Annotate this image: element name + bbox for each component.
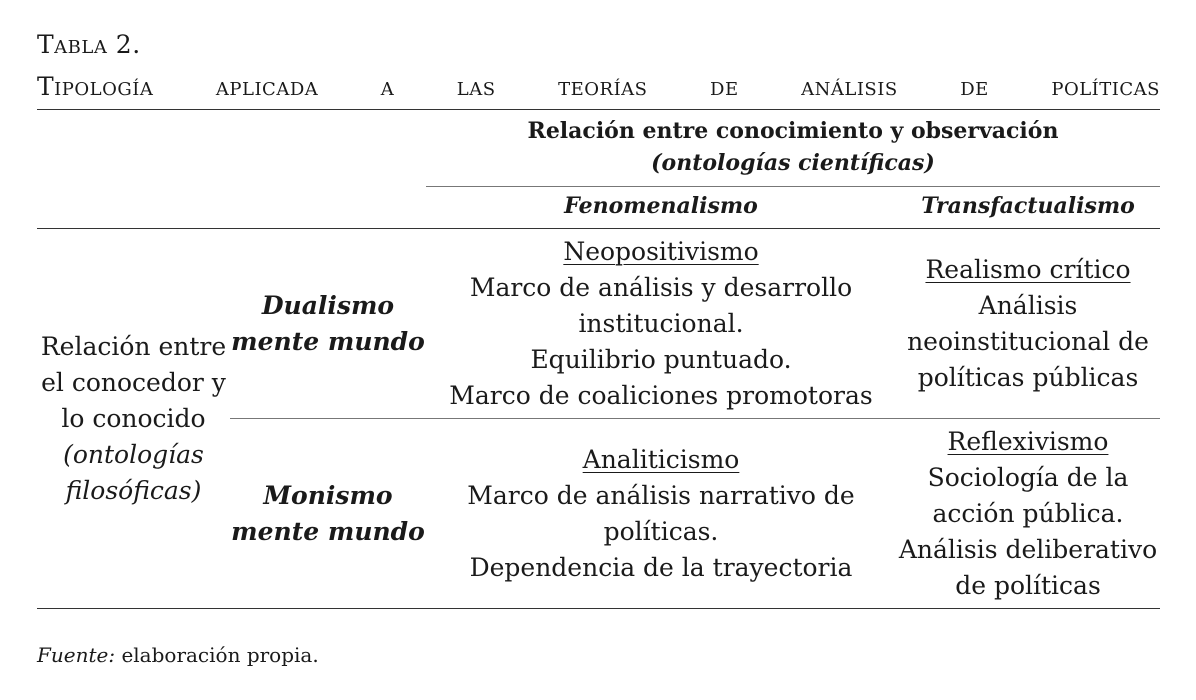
cell-line: institucional. xyxy=(578,308,744,338)
top-rule xyxy=(37,109,1160,110)
cell-line: políticas públicas xyxy=(917,362,1139,392)
cell-heading: Realismo crítico xyxy=(925,254,1131,284)
source-label: Fuente: xyxy=(37,643,116,667)
cell-heading: Reflexivismo xyxy=(947,426,1109,456)
row-group-line: lo conocido xyxy=(61,403,206,433)
source-text: elaboración propia. xyxy=(115,643,319,667)
title-word: políticas xyxy=(1051,72,1160,101)
cell-line: Marco de análisis narrativo de xyxy=(467,480,855,510)
table-source-note xyxy=(37,643,319,667)
row-group-line: filosóficas) xyxy=(65,475,202,505)
column-group-subtitle: (ontologías científicas) xyxy=(651,150,935,176)
column-header-transfactualismo: Transfactualismo xyxy=(921,193,1135,219)
cell-line: acción pública. xyxy=(932,498,1124,528)
bottom-rule xyxy=(37,608,1160,609)
cell-heading: Neopositivismo xyxy=(563,236,759,266)
cell-neopositivismo xyxy=(426,229,896,418)
column-header-fenomenalismo: Fenomenalismo xyxy=(564,193,758,219)
cell-line: Marco de análisis y desarrollo xyxy=(469,272,853,302)
row-label-line: Monismo xyxy=(263,480,393,510)
cell-line: Dependencia de la trayectoria xyxy=(469,552,853,582)
table-number: Tabla 2. xyxy=(37,30,141,59)
cell-line: Análisis xyxy=(978,290,1078,320)
cell-line: de políticas xyxy=(955,570,1101,600)
row-label-dualismo xyxy=(230,229,426,418)
row-label-monismo xyxy=(230,419,426,608)
title-word: teorías xyxy=(558,72,648,101)
row-group-header xyxy=(37,229,230,608)
title-word: de xyxy=(960,72,989,101)
cell-line: neoinstitucional de xyxy=(907,326,1149,356)
row-group-line: Relación entre xyxy=(40,331,227,361)
cell-analiticismo xyxy=(426,419,896,608)
row-group-line: (ontologías xyxy=(63,439,204,469)
cell-reflexivismo xyxy=(896,419,1160,608)
row-label-line: mente mundo xyxy=(231,516,425,546)
title-word: las xyxy=(456,72,496,101)
title-word: de xyxy=(710,72,739,101)
column-group-header xyxy=(426,115,1160,179)
cell-heading: Analiticismo xyxy=(582,444,740,474)
cell-line: Sociología de la xyxy=(927,462,1129,492)
row-label-line: mente mundo xyxy=(231,326,425,356)
title-word: Tipología xyxy=(37,72,154,101)
table-title xyxy=(37,72,1160,101)
title-word: a xyxy=(380,72,395,101)
column-group-title: Relación entre conocimiento y observación xyxy=(527,118,1059,144)
row-group-line: el conocedor y xyxy=(41,367,226,397)
cell-line: políticas. xyxy=(603,516,719,546)
cell-line: Análisis deliberativo xyxy=(898,534,1158,564)
title-word: aplicada xyxy=(215,72,319,101)
header-sub-rule xyxy=(426,186,1160,187)
cell-realismo-critico xyxy=(896,229,1160,418)
title-word: análisis xyxy=(801,72,898,101)
row-label-line: Dualismo xyxy=(261,290,395,320)
cell-line: Equilibrio puntuado. xyxy=(530,344,792,374)
cell-line: Marco de coaliciones promotoras xyxy=(449,380,873,410)
